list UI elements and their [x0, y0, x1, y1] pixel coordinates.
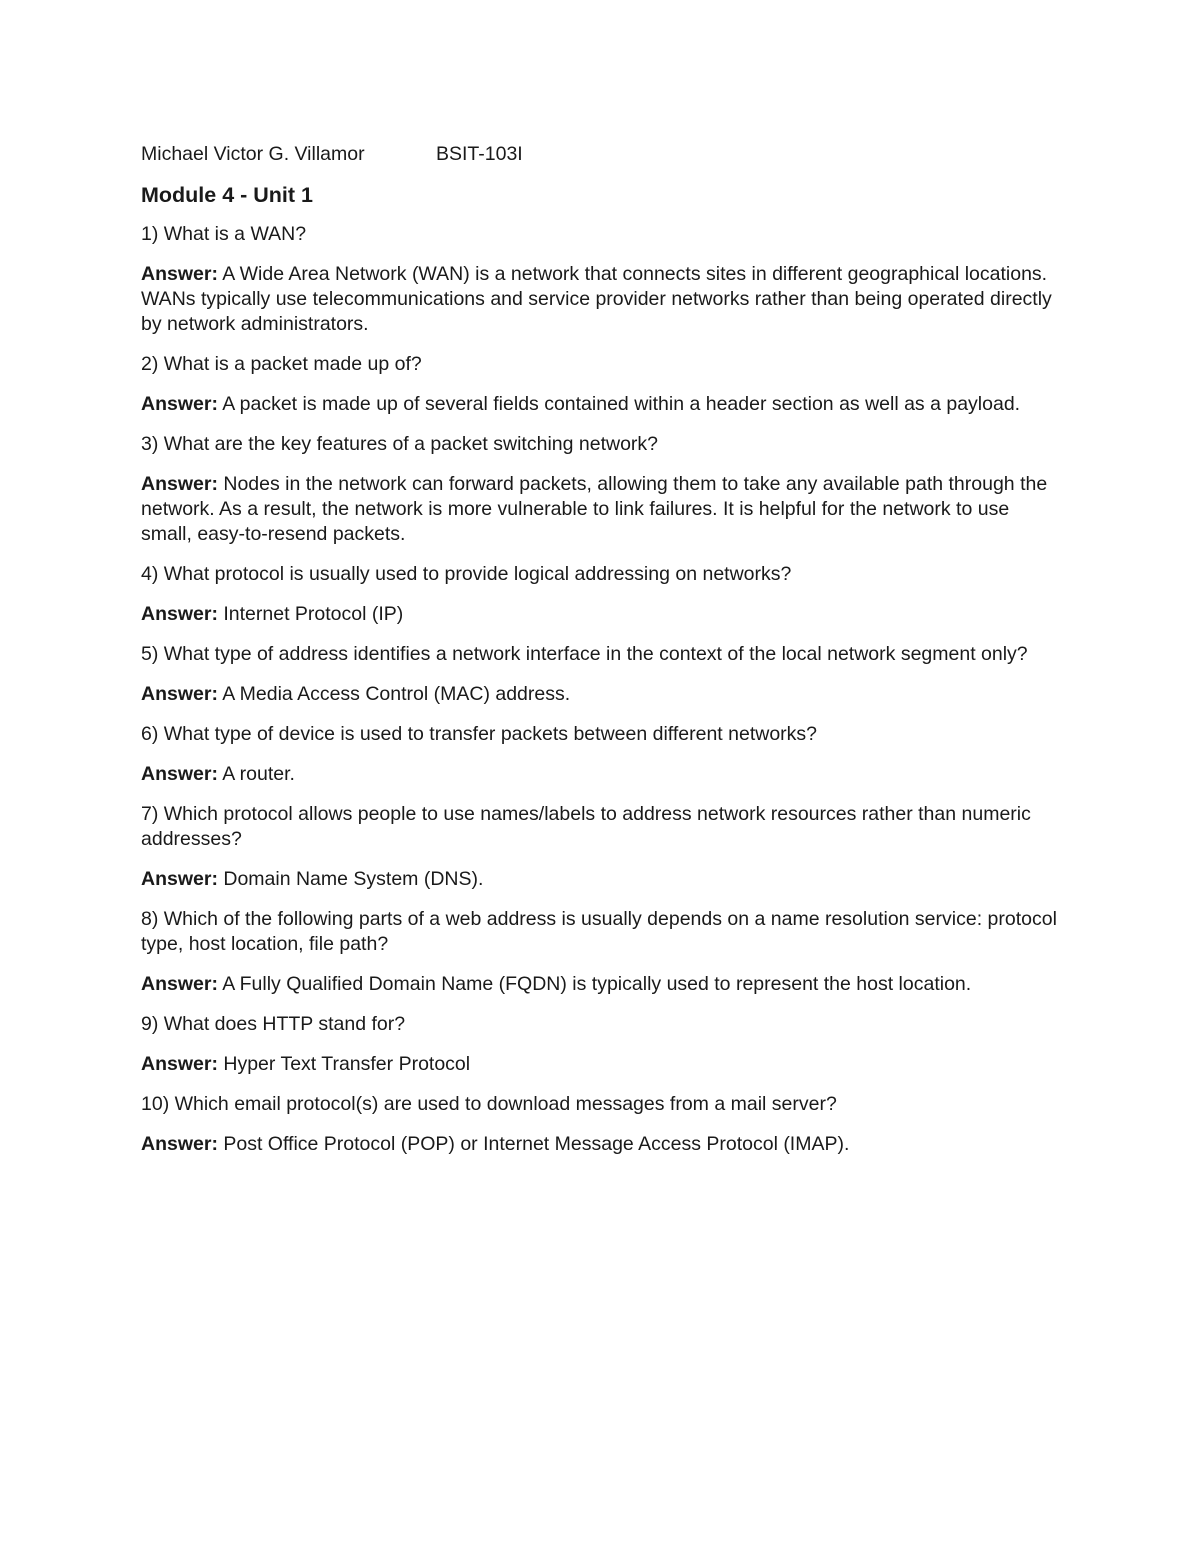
qa-item: [141, 562, 1061, 627]
question-text: 2) What is a packet made up of?: [141, 353, 422, 375]
answer-paragraph: [141, 682, 1061, 707]
answer-label: Answer:: [141, 393, 218, 415]
answer-paragraph: [141, 602, 1061, 627]
qa-item: [141, 802, 1061, 892]
answer-paragraph: [141, 762, 1061, 787]
answer-paragraph: [141, 472, 1061, 547]
answer-text: Internet Protocol (IP): [223, 603, 404, 625]
answer-label: Answer:: [141, 763, 218, 785]
qa-item: [141, 352, 1061, 417]
answer-label: Answer:: [141, 683, 218, 705]
qa-item: [141, 722, 1061, 787]
qa-item: [141, 432, 1061, 547]
answer-label: Answer:: [141, 263, 218, 285]
question-text: 8) Which of the following parts of a web address is usually depends on a name resolution service: protocol type, host location, file path?: [141, 908, 1057, 955]
question-text: 1) What is a WAN?: [141, 223, 307, 245]
answer-text: A packet is made up of several fields contained within a header section as well as a payload.: [222, 393, 1021, 415]
answer-paragraph: [141, 1052, 1061, 1077]
student-name: Michael Victor G. Villamor: [141, 143, 365, 165]
question-text: 10) Which email protocol(s) are used to download messages from a mail server?: [141, 1093, 837, 1115]
qa-item: [141, 642, 1061, 707]
answer-paragraph: [141, 867, 1061, 892]
answer-text: Domain Name System (DNS).: [223, 868, 484, 890]
question-text: 7) Which protocol allows people to use names/labels to address network resources rather than numeric addresses?: [141, 803, 1031, 850]
student-header: [141, 140, 1061, 168]
question-text: 6) What type of device is used to transfer packets between different networks?: [141, 723, 817, 745]
answer-paragraph: [141, 972, 1061, 997]
answer-text: A Media Access Control (MAC) address.: [222, 683, 571, 705]
qa-item: [141, 222, 1061, 337]
answer-text: Post Office Protocol (POP) or Internet Message Access Protocol (IMAP).: [223, 1133, 850, 1155]
answer-label: Answer:: [141, 603, 218, 625]
qa-item: [141, 907, 1061, 997]
answer-text: A router.: [222, 763, 295, 785]
document-title: Module 4 - Unit 1: [141, 183, 313, 207]
answer-text: A Wide Area Network (WAN) is a network that connects sites in different geographical locations. WANs typically use telecommunications and service provider networks rather than being operated directly by network administrators.: [141, 263, 1052, 335]
qa-list: [141, 222, 1061, 1157]
answer-label: Answer:: [141, 1133, 218, 1155]
document-page: [141, 140, 1061, 1172]
section-code: BSIT-103I: [436, 143, 523, 165]
qa-item: [141, 1092, 1061, 1157]
answer-paragraph: [141, 392, 1061, 417]
question-text: 9) What does HTTP stand for?: [141, 1013, 406, 1035]
answer-label: Answer:: [141, 473, 218, 495]
answer-paragraph: [141, 262, 1061, 337]
answer-text: Nodes in the network can forward packets, allowing them to take any available path through the network. As a result, the network is more vulnerable to link failures. It is helpful for the network to use small, easy-to-resend packets.: [141, 473, 1048, 545]
answer-label: Answer:: [141, 1053, 218, 1075]
answer-label: Answer:: [141, 868, 218, 890]
qa-item: [141, 1012, 1061, 1077]
answer-paragraph: [141, 1132, 1061, 1157]
answer-text: A Fully Qualified Domain Name (FQDN) is typically used to represent the host location.: [222, 973, 972, 995]
answer-text: Hyper Text Transfer Protocol: [223, 1053, 471, 1075]
question-text: 4) What protocol is usually used to provide logical addressing on networks?: [141, 563, 792, 585]
question-text: 3) What are the key features of a packet switching network?: [141, 433, 659, 455]
question-text: 5) What type of address identifies a network interface in the context of the local network segment only?: [141, 643, 1028, 665]
answer-label: Answer:: [141, 973, 218, 995]
